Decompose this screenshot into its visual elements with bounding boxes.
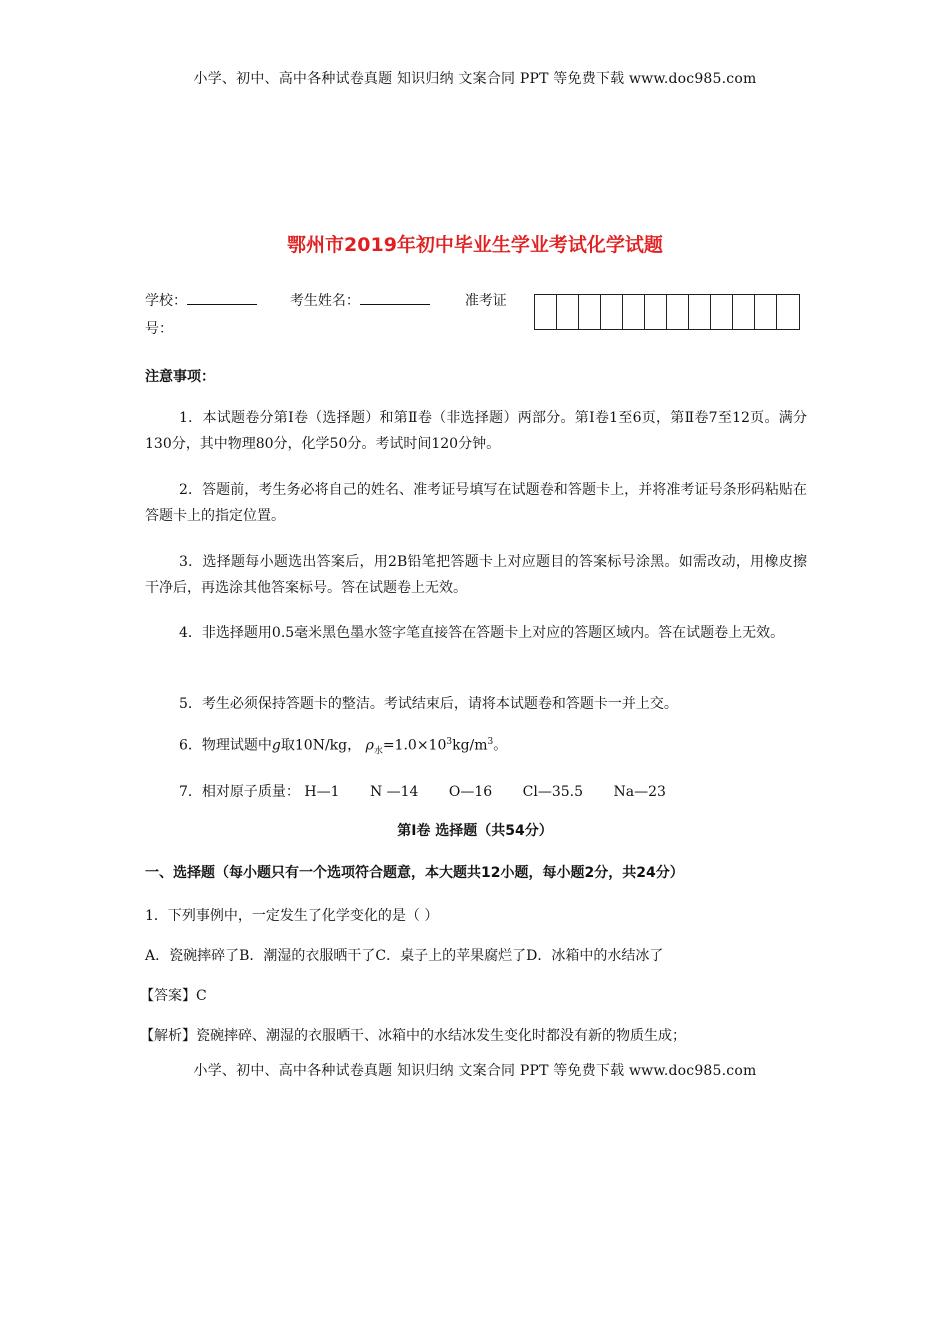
name-label: 考生姓名： [289, 293, 360, 309]
section-title: 第Ⅰ卷 选择题（共54分） [397, 823, 553, 839]
page-footer: 小学、初中、高中各种试卷真题 知识归纳 文案合同 PPT 等免费下载 www.doc985.com [193, 1063, 757, 1079]
atomic-mass: Cl—35.5 [522, 784, 584, 800]
page-header: 小学、初中、高中各种试卷真题 知识归纳 文案合同 PPT 等免费下载 www.doc985.com [193, 71, 757, 87]
notice-item-4: 4．非选择题用0.5毫米黑色墨水签字笔直接答在答题卡上对应的答题区域内。答在试题卷上无效。 [179, 625, 785, 641]
part-title: 一、选择题（每小题只有一个选项符合题意，本大题共12小题，每小题2分，共24分） [145, 865, 684, 881]
id-cell [777, 295, 799, 329]
id-cell [667, 295, 689, 329]
exam-title: 鄂州市2019年初中毕业生学业考试化学试题 [287, 234, 663, 256]
notice-heading: 注意事项： [145, 369, 215, 385]
question-explanation: 【解析】瓷碗摔碎、潮湿的衣服晒干、冰箱中的水结冰发生变化时都没有新的物质生成； [140, 1028, 686, 1044]
id-cell [623, 295, 645, 329]
id-label-continued: 号： [145, 321, 173, 337]
school-blank [187, 290, 257, 305]
notice-item-1: 1．本试题卷分第Ⅰ卷（选择题）和第Ⅱ卷（非选择题）两部分。第Ⅰ卷1至6页，第Ⅱ卷7至12页。满分130分，其中物理80分，化学50分。考试时间120分钟。 [145, 410, 807, 452]
candidate-info [145, 290, 507, 310]
id-cell [535, 295, 557, 329]
question-answer: 【答案】C [140, 988, 207, 1004]
name-blank [360, 290, 430, 305]
id-cell [601, 295, 623, 329]
notice-item-3: 3．选择题每小题选出答案后，用2B铅笔把答题卡上对应题目的答案标号涂黑。如需改动，用橡皮擦干净后，再选涂其他答案标号。答在试题卷上无效。 [145, 554, 807, 596]
question-options: A．瓷碗摔碎了B．潮湿的衣服晒干了C．桌子上的苹果腐烂了D．冰箱中的水结冰了 [145, 948, 664, 964]
notice-item-6: 6．物理试题中g取10N/kg， $\rho_水=1.0\times 10^3kg/m^3$。 [179, 737, 508, 757]
id-label: 准考证 [464, 293, 507, 309]
id-cell [645, 295, 667, 329]
id-cell [733, 295, 755, 329]
id-cell [755, 295, 777, 329]
exam-id-box [534, 294, 800, 330]
school-label: 学校： [145, 293, 187, 309]
id-cell [711, 295, 733, 329]
atomic-mass: Na—23 [613, 784, 666, 800]
id-cell [557, 295, 579, 329]
atomic-mass: O—16 [448, 784, 493, 800]
atomic-mass: H—1 [304, 784, 340, 800]
notice-item-7: 7．相对原子质量： H—1 N —14 O—16 Cl—35.5 Na—23 [145, 779, 807, 805]
id-cell [579, 295, 601, 329]
id-cell [689, 295, 711, 329]
notice-item-2: 2．答题前，考生务必将自己的姓名、准考证号填写在试题卷和答题卡上，并将准考证号条形码粘贴在答题卡上的指定位置。 [145, 482, 807, 524]
atomic-mass: N —14 [369, 784, 419, 800]
notice-item-5: 5．考生必须保持答题卡的整洁。考试结束后，请将本试题卷和答题卡一并上交。 [179, 696, 678, 712]
question-stem: 1．下列事例中，一定发生了化学变化的是（ ） [145, 908, 439, 924]
